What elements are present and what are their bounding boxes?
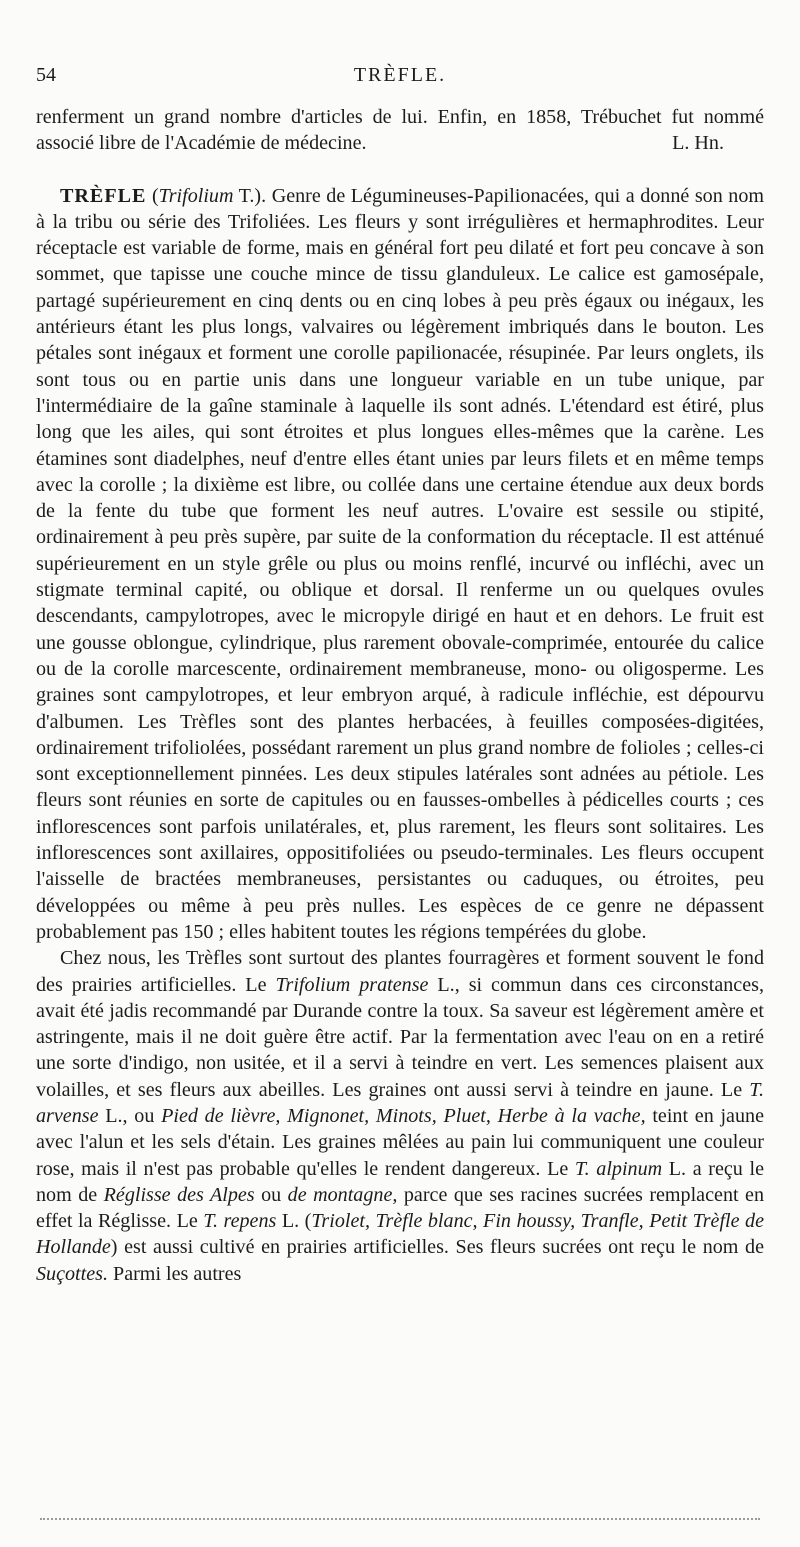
text-run: L., ou bbox=[98, 1104, 162, 1127]
italic-term: de montagne, bbox=[287, 1183, 398, 1206]
running-title: TRÈFLE. bbox=[353, 64, 447, 86]
text-run: parce que ses racines sucrées remplacent en effet la Réglisse. Le bbox=[36, 1183, 765, 1233]
page-header bbox=[36, 64, 764, 94]
italic-term: Trifolium pratense bbox=[275, 973, 429, 996]
italic-term: Triolet, Trèfle blanc, Fin houssy, Tranfle, Petit Trèfle de Hollande bbox=[36, 1210, 765, 1259]
italic-term: T. repens bbox=[203, 1210, 277, 1233]
italic-term: Suçottes. bbox=[36, 1262, 108, 1285]
entry-description: Genre de Légumineuses-Papilionacées, qui a donné son nom à la tribu ou série des Trifoliées. Les fleurs y sont irrégulières et hermaphrodites. Leur réceptacle est variable de forme, mais en général fort peu dilaté et fort peu concave à son sommet, que tapisse une couche mince de tissu glanduleux. Le calice est gamosépale, partagé supérieurement en cinq dents ou en cinq lobes à peu près égaux ou inégaux, les antérieurs étant les plus longs, valvaires ou légèrement imbriqués dans le bouton. Les pétales sont inégaux et forment une corolle papilionacée, résupinée. Par leurs onglets, ils sont tous ou en partie unis dans une longueur variable en un tube unique, par l'intermédiaire de la gaîne staminale à laquelle ils sont adnés. L'étendard est étiré, plus long que les ailes, qui sont étroites et plus longues elles-mêmes que la carène. Les étamines sont diadelphes, neuf d'entre elles étant unies par leurs filets et en même temps avec la corolle ; la dixième est libre, ou collée dans une certaine étendue aux deux bords de la fente du tube que forment les neuf autres. L'ovaire est sessile ou stipité, ordinairement à peu près supère, par suite de la conformation du réceptacle. Il est atténué supérieurement en un style grêle ou plus ou moins renflé, incurvé ou infléchi, avec un stigmate terminal capité, ou oblique et dorsal. Il renferme un ou quelques ovules descendants, campylotropes, avec le micropyle dirigé en haut et en dehors. Le fruit est une gousse oblongue, cylindrique, plus rarement obovale-comprimée, entourée du calice ou de la corolle marcescente, ordinairement membraneuse, mono- ou oligosperme. Les graines sont campylotropes, et leur embryon arqué, à radicule infléchie, est dépourvu d'albumen. Les Trèfles sont des plantes herbacées, à feuilles composées-digitées, ordinairement trifoliolées, possédant rarement un plus grand nombre de folioles ; celles-ci sont exceptionnellement pinnées. Les deux stipules latérales sont adnées au pétiole. Les fleurs sont réunies en sorte de capitules ou en fausses-ombelles à pédicelles courts ; ces inflorescences sont parfois unilatérales, et, plus rarement, les fleurs sont solitaires. Les inflorescences sont axillaires, oppositifoliées ou pseudo-terminales. Les fleurs occupent l'aisselle de bractées membraneuses, persistantes ou caduques, ou étroites, peu développées ou même à peu près nulles. Les espèces de ce genre ne dépassent probablement pas 150 ; elles habitent toutes les régions tempérées du globe. bbox=[36, 184, 764, 943]
text-run: L., si commun dans ces circonstances, avait été jadis recommandé par Durande contre la toux. Sa saveur est légèrement amère et astringente, mais il ne doit guère être actif. Par la fermentation avec l'eau on en a retiré une sorte d'indigo, non usitée, et il a servi à teindre en vert. Les semences plaisent aux volailles, et ses fleurs aux abeilles. Les graines ont aussi servi à teindre en jaune. Le bbox=[36, 973, 764, 1101]
text-run: L. a reçu le nom de bbox=[36, 1157, 764, 1206]
footer-dotted-rule bbox=[40, 1518, 760, 1520]
italic-term: T. alpinum bbox=[574, 1157, 663, 1180]
latin-name: Trifolium bbox=[158, 184, 234, 207]
entry-headword: TRÈFLE bbox=[60, 184, 147, 207]
entry-paragraph-2 bbox=[36, 945, 764, 1287]
author-signature: L. Hn. bbox=[672, 132, 724, 155]
latin-open: ( bbox=[151, 184, 159, 207]
entry-paragraph-1 bbox=[36, 183, 764, 946]
body-text bbox=[36, 104, 764, 1287]
previous-entry-text: renferment un grand nombre d'articles de lui. Enfin, en 1858, Trébuchet fut nommé associé libre de l'Académie de médecine. bbox=[36, 106, 764, 155]
text-run: Parmi les autres bbox=[108, 1262, 242, 1285]
previous-entry-ending bbox=[36, 104, 764, 157]
text-run: ) est aussi cultivé en prairies artificielles. Ses fleurs sucrées ont reçu le nom de bbox=[110, 1236, 764, 1259]
latin-authority: T.). bbox=[233, 184, 267, 207]
text-run: teint en jaune avec l'alun et les sels d'étain. Les graines mêlées au pain lui communiquent une couleur rose, mais il n'est pas probable qu'elles le rendent dangereux. Le bbox=[36, 1104, 764, 1180]
text-run: ou bbox=[254, 1183, 288, 1206]
text-run: Chez nous, les Trèfles sont surtout des plantes fourragères et forment souvent le fond des prairies artificielles. Le bbox=[36, 947, 764, 996]
italic-term: Réglisse des Alpes bbox=[103, 1183, 255, 1206]
italic-term: T. arvense bbox=[36, 1078, 764, 1127]
text-run: L. ( bbox=[276, 1210, 312, 1233]
italic-term: Pied de lièvre, Mignonet, Minots, Pluet, Herbe à la vache, bbox=[161, 1104, 646, 1127]
page-number: 54 bbox=[36, 64, 56, 86]
